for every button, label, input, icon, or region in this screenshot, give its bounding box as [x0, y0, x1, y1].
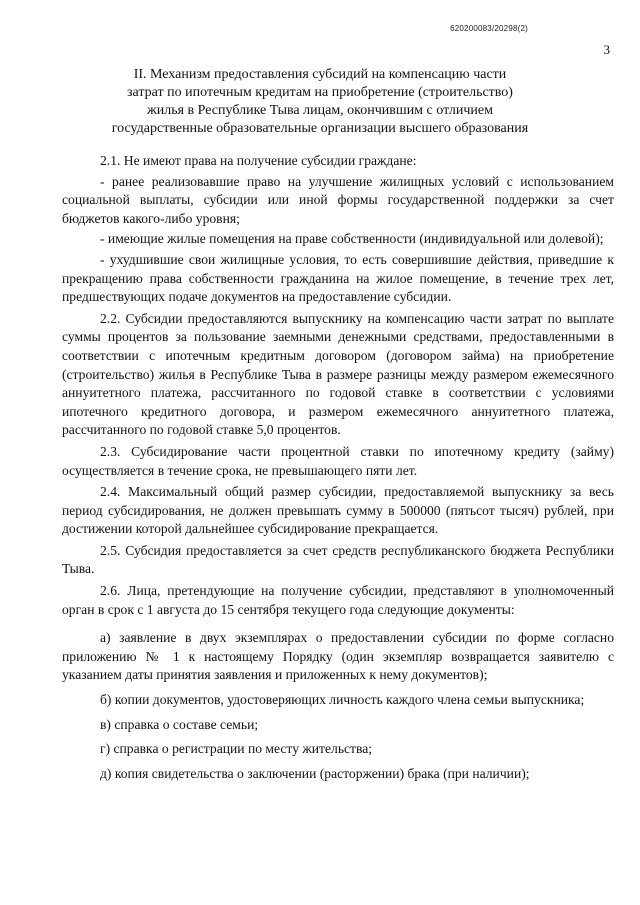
list-item: г) справка о регистрации по месту жительства;	[100, 741, 373, 757]
heading-line: государственные образовательные организации высшего образования	[111, 121, 529, 136]
list-item: - ухудшившие свои жилищные условия, то есть совершившие действия, приведшие к прекращению права собственности гражданина на жилое помещение, в течение трех лет, предшествующих подаче документов на предоставление субсидии.	[62, 251, 614, 305]
paragraph-2-1: 2.1. Не имеют права на получение субсидии граждане:	[100, 153, 417, 168]
list-item: - имеющие жилые помещения на праве собственности (индивидуальной или долевой);	[100, 231, 604, 247]
heading-line: II. Механизм предоставления субсидий на компенсацию части	[133, 67, 507, 82]
paragraph-2-2: 2.2. Субсидии предоставляются выпускнику на компенсацию части затрат по выплате суммы процентов за пользование заемными денежными средствами, предоставленными в соответствии с ипотечным кредитным договором (договором займа) на приобретение (строительство) жилья в Республике Тыва в размере разницы между размером ежемесячного аннуитетного платежа, рассчитанного по годовой ставке в соответствии с условиями ипотечного кредитного договора, и размером ежемесячного аннуитетного платежа, рассчитанного по годовой ставке 5,0 процентов.	[62, 310, 614, 438]
document-code: 620200083/20298(2)	[450, 24, 528, 33]
paragraph-2-3: 2.3. Субсидирование части процентной ставки по ипотечному кредиту (займу) осуществляется в течение срока, не превышающего пяти лет.	[62, 443, 614, 478]
paragraph-2-4: 2.4. Максимальный общий размер субсидии, предоставляемой выпускнику за весь период субсидирования, не должен превышать сумму в 500000 (пятьсот тысяч) рублей, при достижении которой дальнейшее субсидирование прекращается.	[62, 484, 614, 537]
heading-line: жилья в Республике Тыва лицам, окончившим с отличием	[147, 103, 493, 118]
paragraph-2-5: 2.5. Субсидия предоставляется за счет средств республиканского бюджета Республики Тыва.	[62, 542, 614, 577]
heading-line: затрат по ипотечным кредитам на приобретение (строительство)	[127, 85, 513, 100]
document-body	[62, 152, 614, 786]
page-number: 3	[603, 42, 610, 57]
list-item: - ранее реализовавшие право на улучшение жилищных условий с использованием социальной выплаты, субсидии или иной формы государственной поддержки за счет бюджетов какого-либо уровня;	[62, 173, 614, 226]
paragraph-2-6: 2.6. Лица, претендующие на получение субсидии, представляют в уполномоченный орган в срок с 1 августа до 15 сентября текущего года следующие документы:	[62, 583, 614, 617]
list-item: д) копия свидетельства о заключении (расторжении) брака (при наличии);	[100, 765, 530, 781]
list-item: б) копии документов, удостоверяющих личность каждого члена семьи выпускника;	[100, 692, 585, 708]
list-item: в) справка о составе семьи;	[100, 716, 259, 732]
list-item: а) заявление в двух экземплярах о предоставлении субсидии по форме согласно приложению № 1 к настоящему Порядку (один экземпляр возвращается заявителю с указанием даты принятия заявления и приложенных к нему документов);	[62, 630, 614, 683]
section-heading	[70, 66, 570, 138]
